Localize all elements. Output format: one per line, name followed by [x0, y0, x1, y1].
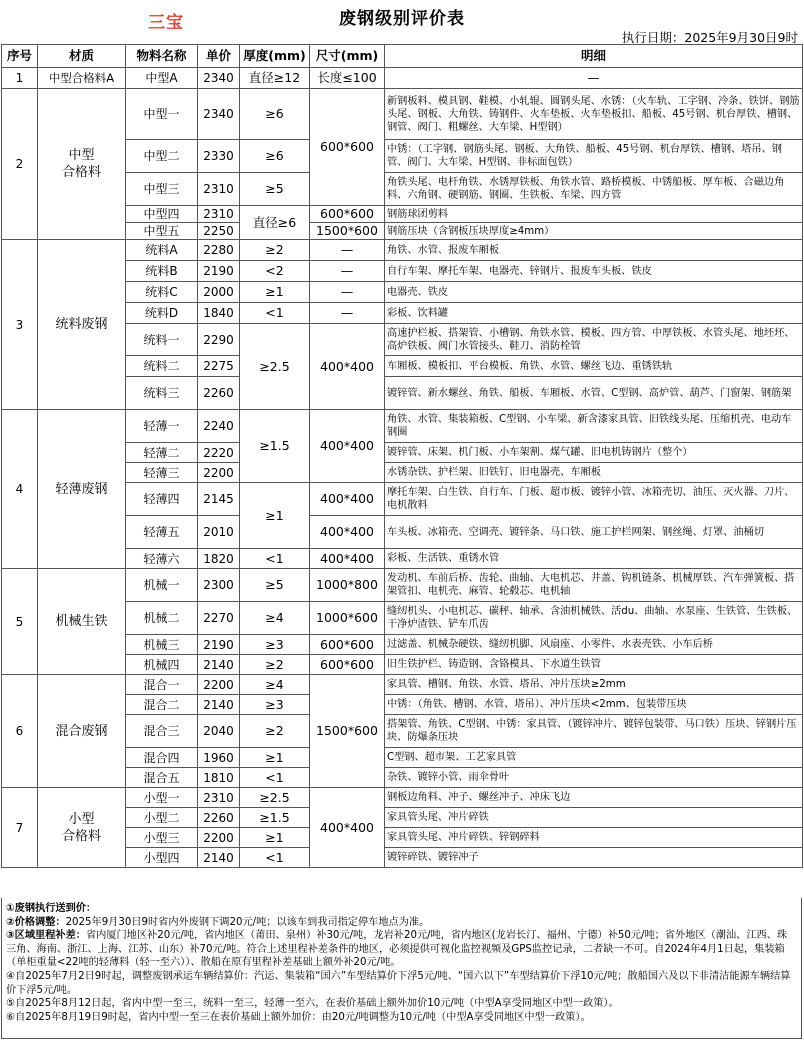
row-price: 1820 [198, 549, 240, 569]
row-thickness: <1 [240, 848, 310, 868]
note-6: ⑥自2025年8月19日9时起，省内中型一至三在表价基础上额外加价：由20元/吨调整为10元/吨（中型A享受同地区中型一政策）。 [6, 1011, 591, 1023]
row-thickness: 直径≥6 [240, 206, 310, 240]
row-price: 2340 [198, 68, 240, 89]
row-name: 机械三 [126, 635, 198, 655]
row-price: 1960 [198, 748, 240, 768]
row-thickness: ≥1 [240, 483, 310, 549]
row-name: 机械二 [126, 602, 198, 635]
row-detail: 中锈：（角铁、槽钢、水管、塔吊）、冲片压块<2mm、包装带压块 [385, 695, 803, 715]
row-thickness: ≥1 [240, 828, 310, 848]
row-detail: 杂铁、镀锌小管、雨伞骨叶 [385, 768, 803, 788]
row-detail: 彩板、饮料罐 [385, 303, 803, 324]
row-detail: 家具管头尾、冲片碎铁 [385, 808, 803, 828]
page-title: 废钢级别评价表 [339, 9, 465, 29]
row-material: 小型 合格料 [38, 788, 126, 868]
row-name: 小型一 [126, 788, 198, 808]
row-size: — [310, 282, 385, 303]
row-name: 统料B [126, 261, 198, 282]
row-name: 轻薄一 [126, 410, 198, 443]
row-detail: 缝纫机头、小电机芯、碳秤、轴承、含油机械铁、活du、曲轴、水泵座、生铁管、生铁板、干净炉渣铁、铲车爪齿 [385, 602, 803, 635]
row-thickness: <1 [240, 549, 310, 569]
row-detail: 镀锌碎铁、镀锌冲子 [385, 848, 803, 868]
row-size: 400*400 [310, 549, 385, 569]
row-price: 2250 [198, 223, 240, 240]
table-header-row [2, 45, 803, 68]
col-header-name: 物料名称 [126, 45, 198, 68]
row-size: 1500*600 [310, 223, 385, 240]
row-price: 2270 [198, 602, 240, 635]
table-row [2, 675, 803, 695]
row-price: 2310 [198, 788, 240, 808]
row-size: — [310, 240, 385, 261]
row-material: 轻薄废钢 [38, 410, 126, 569]
row-detail: 水锈杂铁、护栏架、旧铁钉、旧电器壳、车厢板 [385, 463, 803, 483]
row-price: 2190 [198, 261, 240, 282]
note-2-text: 2025年9月30日9时省内外废钢下调20元/吨；以该车到我司指定停车地点为准。 [65, 916, 430, 928]
row-price: 2330 [198, 140, 240, 173]
row-thickness: ≥1 [240, 282, 310, 303]
row-price: 2280 [198, 240, 240, 261]
row-price: 2200 [198, 828, 240, 848]
table-row [2, 410, 803, 443]
row-size: 600*600 [310, 89, 385, 206]
row-name: 轻薄三 [126, 463, 198, 483]
row-thickness: ≥1 [240, 748, 310, 768]
row-price: 2140 [198, 655, 240, 675]
row-detail: 自行车架、摩托车架、电器壳、锌钢片、报废车头板、铁皮 [385, 261, 803, 282]
row-thickness: ≥4 [240, 602, 310, 635]
table-row [2, 569, 803, 602]
notes-section [1, 898, 802, 1039]
row-detail: — [385, 68, 803, 89]
row-detail: C型钢、超市架、工艺家具管 [385, 748, 803, 768]
row-detail: 车头板、冰箱壳、空调壳、镀锌条、马口铁、施工护栏网架、钢丝绳、灯罩、油桶切 [385, 516, 803, 549]
row-name: 小型四 [126, 848, 198, 868]
row-price: 2260 [198, 377, 240, 410]
row-price: 2260 [198, 808, 240, 828]
row-thickness: ≥3 [240, 635, 310, 655]
col-header-thickness: 厚度(mm) [240, 45, 310, 68]
row-name: 小型二 [126, 808, 198, 828]
row-detail: 旧生铁护栏、铸造钢、含铬模具、下水道生铁管 [385, 655, 803, 675]
row-thickness: ≥1.5 [240, 808, 310, 828]
row-name: 混合三 [126, 715, 198, 748]
row-detail: 过滤盖、机械杂硬铁、缝纫机脚、风扇座、小零件、水表壳铁、小车后桥 [385, 635, 803, 655]
row-detail: 高速护栏板、搭架管、小槽钢、角铁水管、模板、四方管、中厚铁板、水管头尾、地坯坯、高炉铁板、阀门水管接头、鞋刀、消防栓管 [385, 324, 803, 356]
row-name: 中型三 [126, 173, 198, 206]
row-name: 统料A [126, 240, 198, 261]
row-detail: 钢筋压块（含钢板压块厚度≥4mm） [385, 223, 803, 240]
row-no: 5 [2, 569, 38, 675]
row-size: 400*400 [310, 324, 385, 410]
row-thickness: ≥5 [240, 569, 310, 602]
row-name: 统料二 [126, 356, 198, 377]
note-2 [6, 916, 797, 930]
row-name: 中型二 [126, 140, 198, 173]
table-row [2, 89, 803, 140]
col-header-price: 单价 [198, 45, 240, 68]
row-no: 6 [2, 675, 38, 788]
row-price: 2200 [198, 463, 240, 483]
row-material: 中型 合格料 [38, 89, 126, 240]
note-1 [6, 902, 797, 916]
row-no: 1 [2, 68, 38, 89]
note-4: ④自2025年7月2日9时起，调整废钢承运车辆结算价：汽运、集装箱“国六”车型结算价下浮5元/吨、“国六以下”车型结算价下浮10元/吨；散船国六及以下非清洁能源车辆结算价下浮5元/吨。 [6, 970, 791, 996]
row-thickness: <1 [240, 768, 310, 788]
row-detail: 电器壳、铁皮 [385, 282, 803, 303]
row-detail: 钢筋球团剪料 [385, 206, 803, 223]
row-price: 2275 [198, 356, 240, 377]
row-size: 400*400 [310, 483, 385, 516]
row-price: 2300 [198, 569, 240, 602]
row-thickness: ≥2.5 [240, 788, 310, 808]
row-thickness: <1 [240, 303, 310, 324]
row-name: 统料一 [126, 324, 198, 356]
table-row [2, 240, 803, 261]
row-thickness: 直径≥12 [240, 68, 310, 89]
note-3-label: ③区域里程补差： [6, 930, 86, 942]
row-thickness: ≥2 [240, 655, 310, 675]
row-no: 2 [2, 89, 38, 240]
row-name: 小型三 [126, 828, 198, 848]
row-material: 统料废钢 [38, 240, 126, 410]
row-thickness: ≥6 [240, 89, 310, 140]
row-name: 混合一 [126, 675, 198, 695]
row-detail: 镀锌管、床架、机门板、小车架割、煤气罐、旧电机铸钢片（整个） [385, 443, 803, 463]
row-material: 混合废钢 [38, 675, 126, 788]
row-material: 中型合格料A [38, 68, 126, 89]
row-detail: 角铁、水管、报废车厢板 [385, 240, 803, 261]
row-price: 2240 [198, 410, 240, 443]
row-price: 2000 [198, 282, 240, 303]
row-detail: 家具管、槽钢、角铁、水管、塔吊、冲片压块≥2mm [385, 675, 803, 695]
row-size: 1000*800 [310, 569, 385, 602]
col-header-material: 材质 [38, 45, 126, 68]
row-size: 400*400 [310, 516, 385, 549]
row-price: 2290 [198, 324, 240, 356]
brand-logo: 三宝 [148, 13, 184, 33]
row-detail: 角铁头尾、电杆角铁、水锈厚铁板、角铁水管、路桥模板、中锈船板、厚车板、合磁边角料、六角钢、硬钢筋、钢圈、生铁板、车梁、四方管 [385, 173, 803, 206]
row-thickness: ≥2 [240, 240, 310, 261]
row-price: 2040 [198, 715, 240, 748]
row-price: 2140 [198, 695, 240, 715]
col-header-size: 尺寸(mm) [310, 45, 385, 68]
row-price: 2220 [198, 443, 240, 463]
row-name: 中型一 [126, 89, 198, 140]
row-price: 2340 [198, 89, 240, 140]
row-size: 长度≤100 [310, 68, 385, 89]
row-name: 机械一 [126, 569, 198, 602]
row-name: 轻薄六 [126, 549, 198, 569]
row-price: 2140 [198, 848, 240, 868]
row-thickness: ≥5 [240, 173, 310, 206]
row-name: 混合五 [126, 768, 198, 788]
row-thickness: ≥1.5 [240, 410, 310, 483]
row-thickness: ≥6 [240, 140, 310, 173]
row-name: 中型A [126, 68, 198, 89]
row-size: 400*400 [310, 410, 385, 483]
row-detail: 新钢板料、模具钢、鞋模、小轧辊、圆钢头尾、水锈：（火车轨、工字钢、冷条、铁饼、钢筋头尾、钢板、大角铁、铸钢件、火车垫板、火车垫板扣、船板、45号钢、机台厚铁、槽钢、钢管、阀门、粗螺丝、大车梁、H型钢） [385, 89, 803, 140]
scrap-grade-table [1, 44, 803, 868]
execution-date: 执行日期：2025年9月30日9时 [621, 30, 798, 45]
row-no: 7 [2, 788, 38, 868]
row-detail: 车厢板、模板扣、平台模板、角铁、水管、螺丝飞边、重锈铁轨 [385, 356, 803, 377]
table-row [2, 788, 803, 808]
row-name: 统料D [126, 303, 198, 324]
row-name: 统料C [126, 282, 198, 303]
row-price: 2010 [198, 516, 240, 549]
row-thickness: <2 [240, 261, 310, 282]
row-size: 600*600 [310, 655, 385, 675]
row-size: — [310, 303, 385, 324]
row-thickness: ≥4 [240, 675, 310, 695]
row-name: 轻薄四 [126, 483, 198, 516]
table-row [2, 68, 803, 89]
row-size: — [310, 261, 385, 282]
row-price: 2190 [198, 635, 240, 655]
row-detail: 中锈：（工字钢、钢筋头尾、钢板、大角铁、船板、45号钢、机台厚铁、槽钢、塔吊、钢管、阀门、大车梁、H型钢、非标面包铁） [385, 140, 803, 173]
row-name: 轻薄五 [126, 516, 198, 549]
note-3-text: 省内厦门地区补20元/吨，省内地区（莆田、泉州）补30元/吨，龙岩补20元/吨，省内地区(龙岩长汀、福州、宁德）补50元/吨；省外地区（潮汕、江西、珠三角、海南、浙江、上海、江苏、山东）补70元/吨。符合上述里程补差条件的地区，必须提供可视化监控视频及GPS监控记录，二者缺一不可。自2024年4月1日起，集装箱（单柜重量<22吨的轻薄料（轻一至六））、散船在原有里程补差基础上额外补20元/吨。 [6, 930, 788, 969]
row-name: 轻薄二 [126, 443, 198, 463]
row-detail: 镀锌管、新水螺丝、角铁、船板、车厢板、水管、C型钢、高炉管、葫芦、门窗架、钢筋架 [385, 377, 803, 410]
row-material: 机械生铁 [38, 569, 126, 675]
row-detail: 彩板、生活铁、重锈水管 [385, 549, 803, 569]
row-size: 600*600 [310, 635, 385, 655]
row-price: 1810 [198, 768, 240, 788]
row-price: 2145 [198, 483, 240, 516]
row-name: 中型五 [126, 223, 198, 240]
row-name: 统料三 [126, 377, 198, 410]
col-header-no: 序号 [2, 45, 38, 68]
row-thickness: ≥3 [240, 695, 310, 715]
row-no: 3 [2, 240, 38, 410]
row-detail: 家具管头尾、冲片碎铁、锌钢碎料 [385, 828, 803, 848]
row-size: 400*400 [310, 788, 385, 868]
row-name: 混合二 [126, 695, 198, 715]
row-no: 4 [2, 410, 38, 569]
row-price: 2310 [198, 173, 240, 206]
row-price: 1840 [198, 303, 240, 324]
row-name: 混合四 [126, 748, 198, 768]
row-size: 1500*600 [310, 675, 385, 788]
row-size: 1000*600 [310, 602, 385, 635]
note-3 [6, 929, 797, 970]
row-size: 600*600 [310, 206, 385, 223]
note-1-label: ①废钢执行送到价： [6, 903, 97, 914]
row-detail: 发动机、车前后桥、齿轮、曲轴、大电机芯、井盖、钩机链条、机械厚铁、汽车弹簧板、搭架管扣、电机壳、麻管、轮毂芯、电机轴 [385, 569, 803, 602]
row-thickness: ≥2 [240, 715, 310, 748]
row-detail: 钢板边角料、冲子、螺丝冲子、冲床飞边 [385, 788, 803, 808]
note-2-label: ②价格调整： [6, 916, 66, 928]
row-name: 中型四 [126, 206, 198, 223]
row-detail: 搭架管、角铁、C型钢、中锈：家具管、（镀锌冲片、镀锌包装带、马口铁）压块、锌钢片压块、防爆条压块 [385, 715, 803, 748]
col-header-detail: 明细 [385, 45, 803, 68]
row-detail: 角铁、水管、集装箱板、C型钢、小车梁、新含漆家具管、旧铁线头尾、压缩机壳、电动车钢圈 [385, 410, 803, 443]
row-price: 2200 [198, 675, 240, 695]
note-5: ⑤自2025年8月12日起，省内中型一至三，统料一至三，轻薄一至六，在表价基础上额外加价10元/吨（中型A享受同地区中型一政策）。 [6, 998, 619, 1010]
row-price: 2310 [198, 206, 240, 223]
row-detail: 摩托车架、白生铁、自行车、门板、超市板、镀锌小管、冰箱壳切、油压、灭火器、刀片、电机散料 [385, 483, 803, 516]
row-thickness: ≥2.5 [240, 324, 310, 410]
row-name: 机械四 [126, 655, 198, 675]
